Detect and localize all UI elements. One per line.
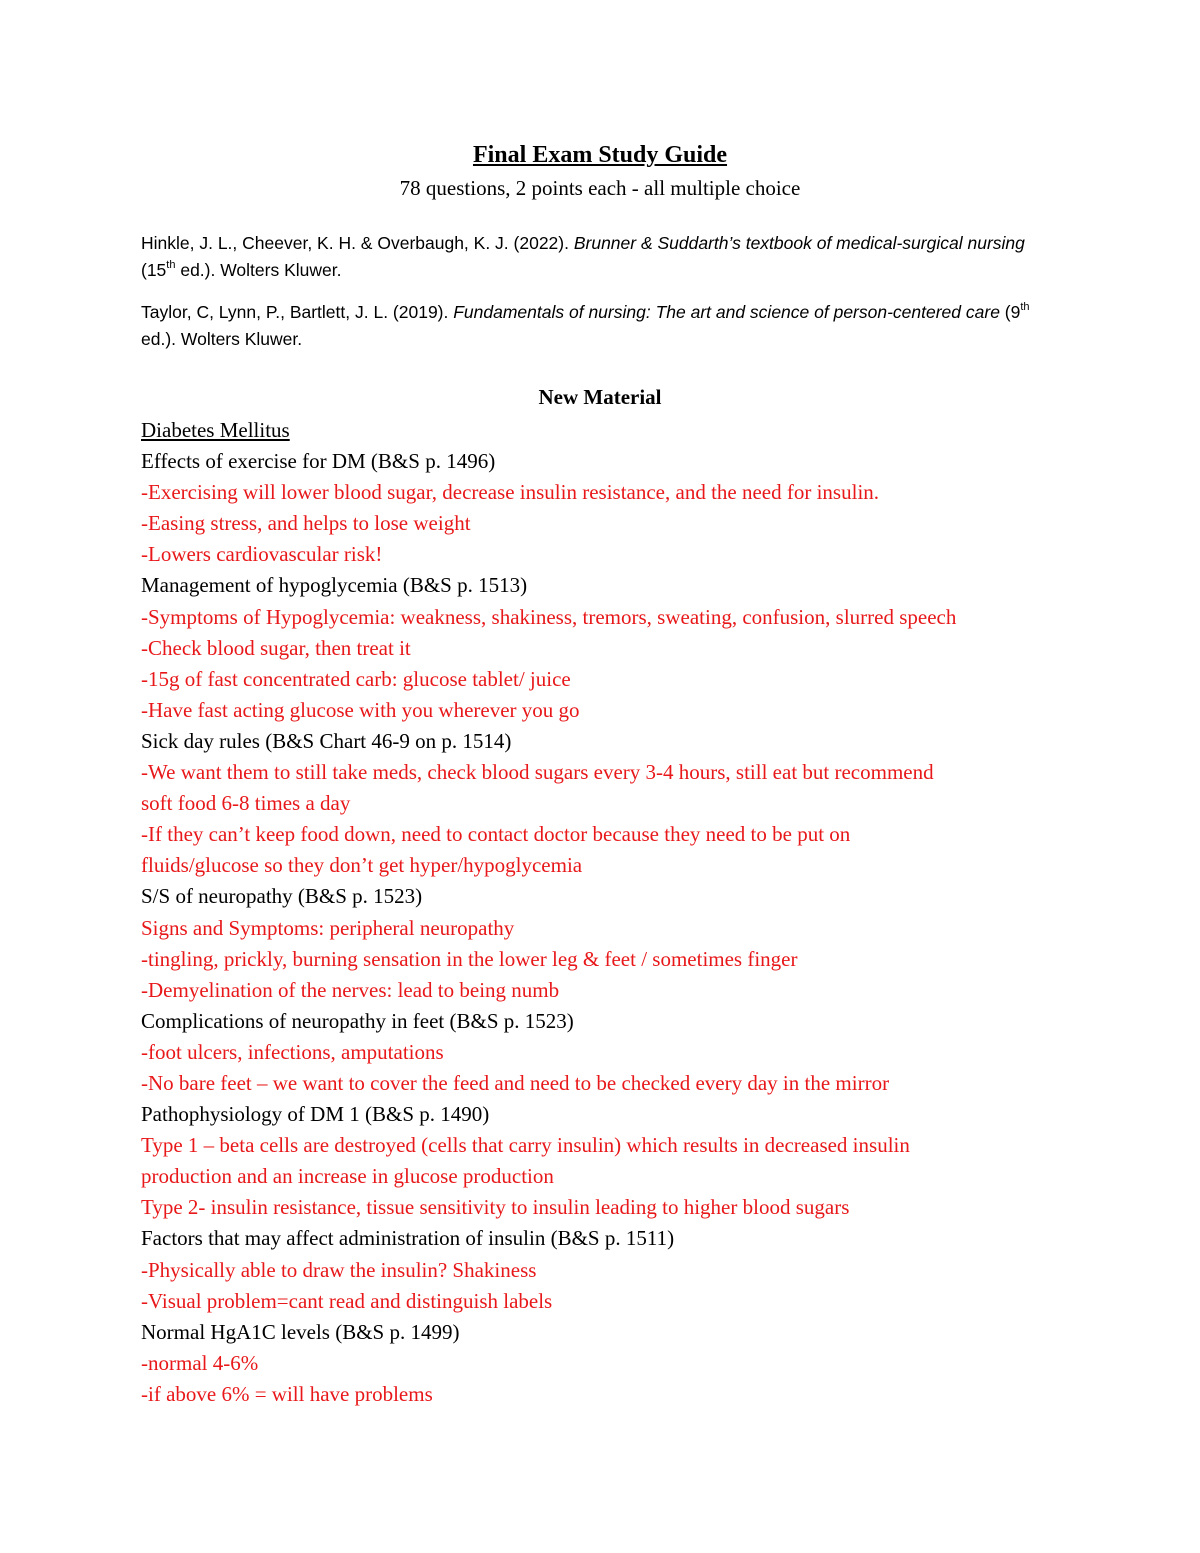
reference-2-edition-post: ed.). Wolters Kluwer. <box>141 329 303 349</box>
section-title: New Material <box>538 385 662 409</box>
reference-1 <box>141 230 1061 284</box>
reference-1-edition-sup: th <box>166 259 176 272</box>
answer-note-line: -Exercising will lower blood sugar, decrease insulin resistance, and the need for insulin. <box>141 480 880 505</box>
answer-note-line: -15g of fast concentrated carb: glucose tablet/ juice <box>141 666 571 691</box>
answer-note-line: -Check blood sugar, then treat it <box>141 635 411 660</box>
answer-note-line: -Lowers cardiovascular risk! <box>141 542 383 567</box>
answer-note-line: -if above 6% = will have problems <box>141 1381 433 1406</box>
topic-heading: Diabetes Mellitus <box>141 418 290 442</box>
study-topic-line: Normal HgA1C levels (B&S p. 1499) <box>141 1319 460 1344</box>
reference-1-edition-post: ed.). Wolters Kluwer. <box>175 260 342 280</box>
answer-note-line: fluids/glucose so they don’t get hyper/hypoglycemia <box>141 853 583 878</box>
answer-note-line: -Visual problem=cant read and distinguish labels <box>141 1288 553 1313</box>
study-topic-line: Sick day rules (B&S Chart 46-9 on p. 1514) <box>141 728 512 753</box>
reference-2-authors: Taylor, C, Lynn, P., Bartlett, J. L. (2019). <box>141 302 454 322</box>
answer-note-line: -Demyelination of the nerves: lead to being numb <box>141 977 560 1002</box>
answer-note-line: -Have fast acting glucose with you wherever you go <box>141 697 580 722</box>
answer-note-line: -Physically able to draw the insulin? Shakiness <box>141 1257 537 1282</box>
study-notes <box>141 415 1071 1410</box>
answer-note-line: Type 1 – beta cells are destroyed (cells that carry insulin) which results in decreased insulin <box>141 1133 910 1158</box>
reference-1-book-title: Brunner & Suddarth’s textbook of medical-surgical nursing <box>573 233 1025 253</box>
answer-note-line: soft food 6-8 times a day <box>141 791 351 816</box>
answer-note-line: -No bare feet – we want to cover the feed and need to be checked every day in the mirror <box>141 1070 890 1095</box>
reference-2-book-title: Fundamentals of nursing: The art and science of person-centered care <box>453 302 1000 322</box>
answer-note-line: -foot ulcers, infections, amputations <box>141 1039 444 1064</box>
answer-note-line: -Symptoms of Hypoglycemia: weakness, shakiness, tremors, sweating, confusion, slurred speech <box>141 604 957 629</box>
reference-2 <box>141 299 1061 353</box>
study-topic-line: Factors that may affect administration of insulin (B&S p. 1511) <box>141 1226 675 1251</box>
reference-1-authors: Hinkle, J. L., Cheever, K. H. & Overbaugh, K. J. (2022). <box>141 233 574 253</box>
answer-note-line: -tingling, prickly, burning sensation in the lower leg & feet / sometimes finger <box>141 946 798 971</box>
study-topic-line: Pathophysiology of DM 1 (B&S p. 1490) <box>141 1102 490 1127</box>
reference-1-edition-pre: (15 <box>141 260 167 280</box>
answer-note-line: Type 2- insulin resistance, tissue sensitivity to insulin leading to higher blood sugars <box>141 1195 850 1220</box>
study-topic-line: Effects of exercise for DM (B&S p. 1496) <box>141 449 496 474</box>
answer-note-line: -If they can’t keep food down, need to contact doctor because they need to be put on <box>141 822 851 847</box>
answer-note-line: production and an increase in glucose production <box>141 1164 554 1189</box>
study-topic-line: Management of hypoglycemia (B&S p. 1513) <box>141 573 528 598</box>
answer-note-line: -normal 4-6% <box>141 1350 259 1375</box>
reference-2-edition-pre: (9 <box>999 302 1021 322</box>
answer-note-line: -Easing stress, and helps to lose weight <box>141 511 471 536</box>
study-topic-line: Complications of neuropathy in feet (B&S p. 1523) <box>141 1008 574 1033</box>
reference-2-edition-sup: th <box>1020 301 1030 314</box>
answer-note-line: -We want them to still take meds, check blood sugars every 3-4 hours, still eat but recommend <box>141 760 934 785</box>
document-title: Final Exam Study Guide <box>472 142 728 168</box>
answer-note-line: Signs and Symptoms: peripheral neuropathy <box>141 915 515 940</box>
document-subtitle: 78 questions, 2 points each - all multiple choice <box>399 176 801 200</box>
study-topic-line: S/S of neuropathy (B&S p. 1523) <box>141 884 423 909</box>
